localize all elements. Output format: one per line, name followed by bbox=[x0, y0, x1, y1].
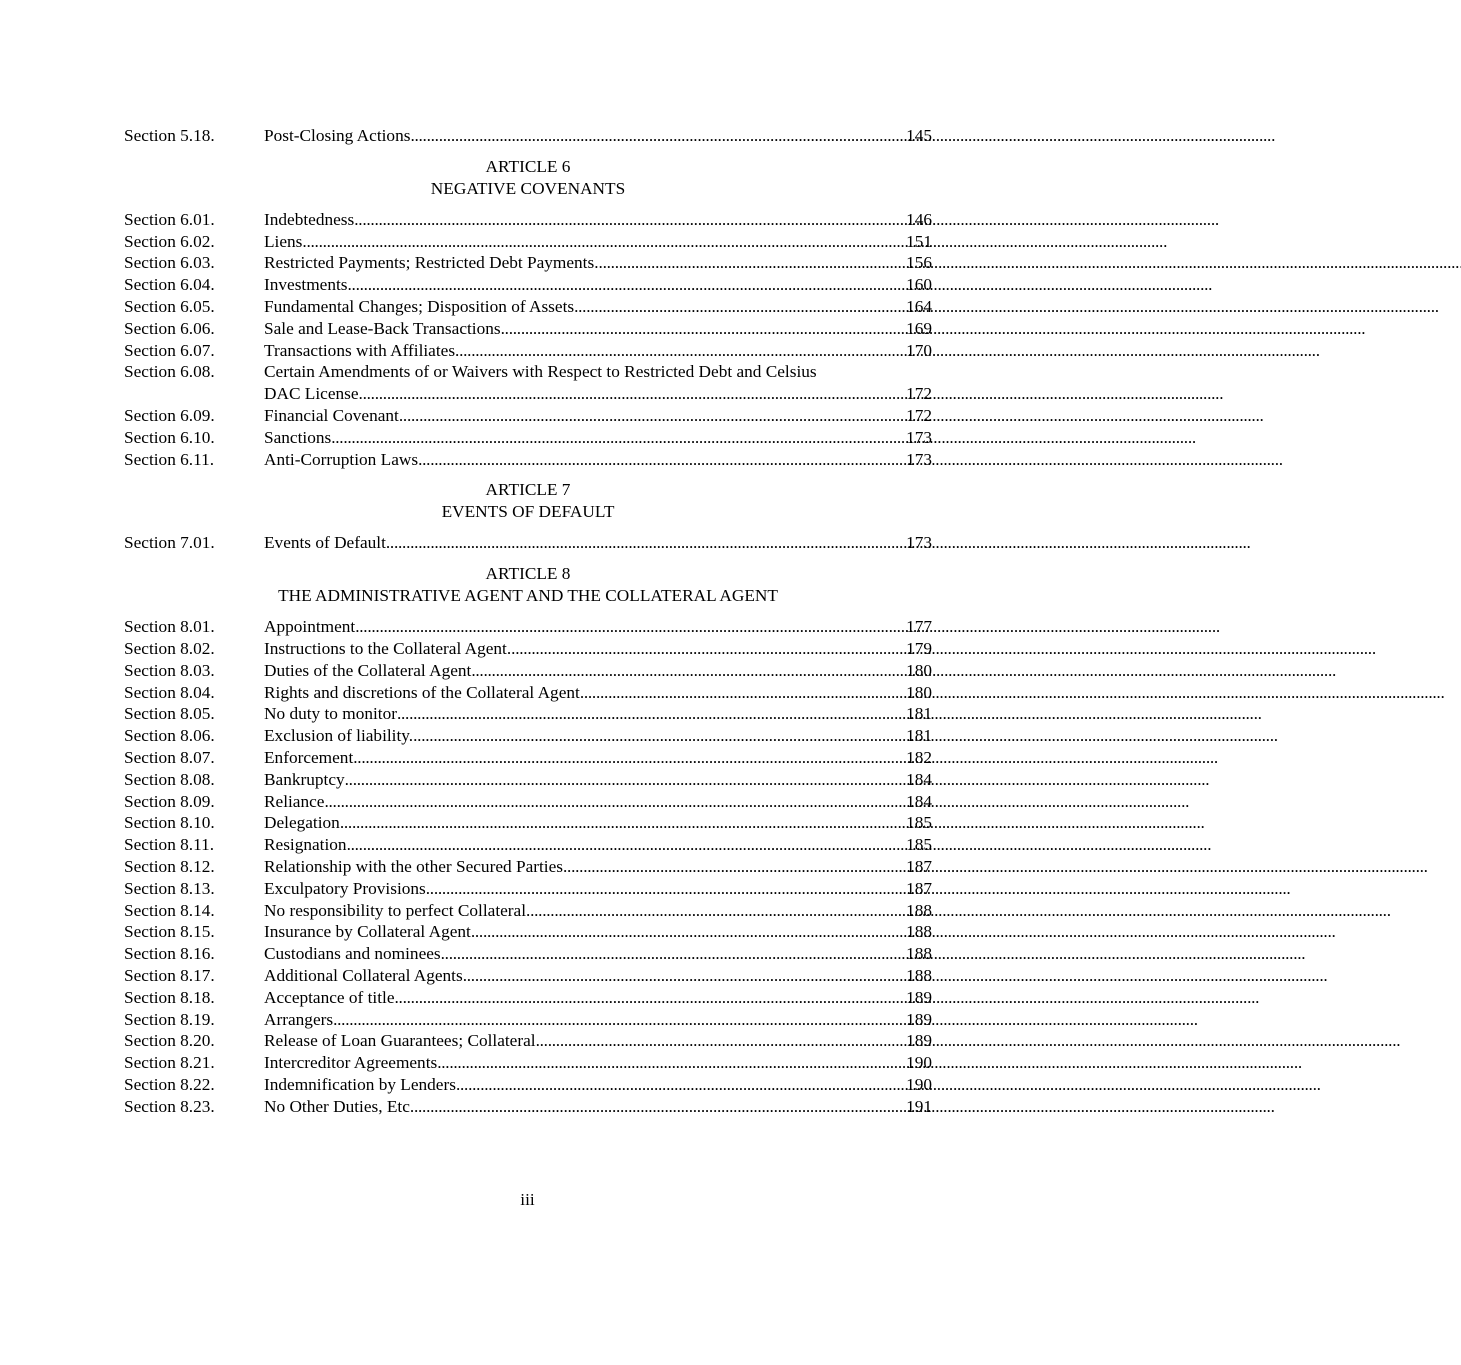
page-number: 189 bbox=[906, 1031, 932, 1051]
page-number: 169 bbox=[906, 318, 932, 338]
section-title: Anti-Corruption Laws bbox=[264, 449, 419, 469]
dot-leader bbox=[455, 340, 904, 362]
dot-leader bbox=[324, 791, 904, 813]
article-subheading: NEGATIVE COVENANTS bbox=[430, 178, 626, 198]
page-number: 146 bbox=[906, 209, 932, 229]
section-number: Section 8.09. bbox=[124, 791, 215, 811]
section-number: Section 6.09. bbox=[124, 405, 215, 425]
page-number: 151 bbox=[906, 231, 932, 251]
section-number: Section 6.08. bbox=[124, 362, 215, 382]
dot-leader bbox=[399, 405, 904, 427]
section-number: Section 8.14. bbox=[124, 900, 215, 920]
dot-leader bbox=[302, 231, 904, 253]
section-title: Intercreditor Agreements bbox=[264, 1053, 438, 1073]
section-title: Indebtedness bbox=[264, 209, 355, 229]
page-number: 187 bbox=[906, 856, 932, 876]
toc-entry[interactable] bbox=[124, 769, 932, 791]
section-number: Section 6.05. bbox=[124, 296, 215, 316]
article-subheading: THE ADMINISTRATIVE AGENT AND THE COLLATERAL AGENT bbox=[278, 586, 778, 606]
toc-entry[interactable] bbox=[124, 638, 932, 660]
dot-leader bbox=[345, 769, 904, 791]
article-8-heading-block bbox=[124, 563, 932, 607]
article-heading: ARTICLE 6 bbox=[485, 156, 571, 176]
toc-entry[interactable] bbox=[124, 532, 932, 554]
page-number: 181 bbox=[906, 704, 932, 724]
section-number: Section 8.04. bbox=[124, 682, 215, 702]
page-number: 191 bbox=[906, 1096, 932, 1116]
toc-entry[interactable] bbox=[124, 682, 932, 704]
section-number: Section 8.11. bbox=[124, 835, 215, 855]
page-number: 173 bbox=[906, 533, 932, 553]
section-title: Resignation bbox=[264, 835, 347, 855]
section-title-line2: DAC License bbox=[264, 384, 359, 404]
toc-entry[interactable] bbox=[124, 296, 932, 318]
page-number: 184 bbox=[906, 791, 932, 811]
section-title: Enforcement bbox=[264, 747, 354, 767]
section-number: Section 6.06. bbox=[124, 318, 215, 338]
dot-leader bbox=[426, 878, 904, 900]
section-number: Section 6.02. bbox=[124, 231, 215, 251]
dot-leader bbox=[333, 1009, 904, 1031]
page-number: 190 bbox=[906, 1053, 932, 1073]
section-title: Exclusion of liability. bbox=[264, 726, 414, 746]
article-7-heading-block bbox=[124, 479, 932, 523]
section-number: Section 6.07. bbox=[124, 340, 215, 360]
page-number: 160 bbox=[906, 275, 932, 295]
toc-entry[interactable] bbox=[124, 449, 932, 471]
page-number: 185 bbox=[906, 835, 932, 855]
section-number: Section 8.23. bbox=[124, 1096, 215, 1116]
toc-entry[interactable] bbox=[124, 747, 932, 769]
page-number: 156 bbox=[906, 253, 932, 273]
toc-entry[interactable] bbox=[124, 660, 932, 682]
toc-entry[interactable] bbox=[124, 125, 932, 147]
section-number: Section 5.18. bbox=[124, 126, 215, 145]
dot-leader bbox=[536, 1030, 904, 1052]
section-title: Financial Covenant bbox=[264, 405, 399, 425]
section-title: Insurance by Collateral Agent bbox=[264, 922, 471, 942]
section-number: Section 8.15. bbox=[124, 922, 215, 942]
section-number: Section 8.01. bbox=[124, 617, 215, 637]
toc-entry[interactable] bbox=[124, 965, 932, 987]
toc-entry[interactable] bbox=[124, 725, 932, 747]
section-title: Exculpatory Provisions bbox=[264, 878, 426, 898]
section-number: Section 7.01. bbox=[124, 533, 215, 553]
toc-entry[interactable] bbox=[124, 252, 932, 274]
dot-leader bbox=[413, 725, 904, 747]
dot-leader bbox=[463, 965, 904, 987]
dot-leader bbox=[331, 427, 904, 449]
dot-leader bbox=[418, 449, 904, 471]
page-number: 173 bbox=[906, 427, 932, 447]
section-number: Section 6.11. bbox=[124, 449, 215, 469]
dot-leader bbox=[397, 703, 904, 725]
section-number: Section 8.22. bbox=[124, 1074, 215, 1094]
page-number: 172 bbox=[906, 405, 932, 425]
toc-entry[interactable] bbox=[124, 703, 932, 725]
page-number: 181 bbox=[906, 726, 932, 746]
section-title: Reliance bbox=[264, 791, 325, 811]
section-number: Section 8.20. bbox=[124, 1031, 215, 1051]
section-title: Duties of the Collateral Agent bbox=[264, 660, 472, 680]
section-title: Investments bbox=[264, 275, 348, 295]
section-number: Section 8.13. bbox=[124, 878, 215, 898]
toc-entry[interactable] bbox=[124, 231, 932, 253]
page-number: 179 bbox=[906, 638, 932, 658]
page-number: 184 bbox=[906, 769, 932, 789]
section-title: Sanctions bbox=[264, 427, 332, 447]
toc-entry[interactable] bbox=[124, 987, 932, 1009]
section-title: No responsibility to perfect Collateral bbox=[264, 900, 527, 920]
toc-entry[interactable] bbox=[124, 878, 932, 900]
section-number: Section 6.03. bbox=[124, 253, 215, 273]
toc-group-article5 bbox=[124, 125, 932, 147]
toc-group-article6-cont bbox=[124, 405, 932, 470]
dot-leader bbox=[441, 943, 904, 965]
toc-entry[interactable] bbox=[124, 209, 932, 231]
toc-entry[interactable] bbox=[124, 1052, 932, 1074]
page-number: 164 bbox=[906, 296, 932, 316]
toc-entry-section-6-08[interactable] bbox=[124, 361, 932, 383]
page-number: 182 bbox=[906, 747, 932, 767]
toc-entry[interactable] bbox=[124, 791, 932, 813]
article-6-heading-block bbox=[124, 156, 932, 200]
dot-leader bbox=[348, 274, 905, 296]
section-title: No duty to monitor bbox=[264, 704, 397, 724]
toc-entry[interactable] bbox=[124, 834, 932, 856]
page-number: 188 bbox=[906, 922, 932, 942]
section-title: Post-Closing Actions bbox=[264, 126, 411, 145]
dot-leader bbox=[511, 638, 904, 660]
toc-entry[interactable] bbox=[124, 274, 932, 296]
page-footer-number: iii bbox=[520, 1190, 535, 1209]
section-number: Section 8.07. bbox=[124, 747, 215, 767]
section-title: Relationship with the other Secured Parties bbox=[264, 856, 563, 876]
article-subheading: EVENTS OF DEFAULT bbox=[441, 502, 615, 522]
section-title: Fundamental Changes; Disposition of Assets bbox=[264, 296, 575, 316]
page-number: 188 bbox=[906, 944, 932, 964]
page-number: 187 bbox=[906, 878, 932, 898]
page-number: 189 bbox=[906, 987, 932, 1007]
toc-entry[interactable] bbox=[124, 900, 932, 922]
toc-entry[interactable] bbox=[124, 318, 932, 340]
section-title-line1: Certain Amendments of or Waivers with Respect to Restricted Debt and Celsius bbox=[264, 362, 817, 382]
dot-leader bbox=[501, 318, 904, 340]
section-title: Appointment bbox=[264, 617, 356, 637]
page-number: 173 bbox=[906, 449, 932, 469]
section-title: Acceptance of title bbox=[264, 987, 395, 1007]
toc-entry[interactable] bbox=[124, 856, 932, 878]
dot-leader bbox=[353, 747, 904, 769]
section-number: Section 8.16. bbox=[124, 944, 215, 964]
section-number: Section 8.19. bbox=[124, 1009, 215, 1029]
page-number: 172 bbox=[906, 384, 932, 404]
table-of-contents bbox=[124, 125, 932, 1117]
section-title: Liens bbox=[264, 231, 303, 251]
section-title: Custodians and nominees bbox=[264, 944, 441, 964]
toc-entry[interactable] bbox=[124, 1030, 932, 1052]
dot-leader bbox=[359, 383, 905, 405]
toc-entry[interactable] bbox=[124, 616, 932, 638]
section-title: Transactions with Affiliates bbox=[264, 340, 456, 360]
toc-entry[interactable] bbox=[124, 405, 932, 427]
section-number: Section 8.03. bbox=[124, 660, 215, 680]
page-number: 177 bbox=[906, 617, 932, 637]
toc-entry[interactable] bbox=[124, 1074, 932, 1096]
section-number: Section 8.06. bbox=[124, 726, 215, 746]
page-number: 180 bbox=[906, 682, 932, 702]
section-title: Arrangers bbox=[264, 1009, 334, 1029]
dot-leader bbox=[580, 682, 904, 704]
section-title: Instructions to the Collateral Agent. bbox=[264, 638, 512, 658]
page-number: 185 bbox=[906, 813, 932, 833]
dot-leader bbox=[574, 296, 904, 318]
section-title: Bankruptcy bbox=[264, 769, 345, 789]
toc-group-article6 bbox=[124, 209, 932, 362]
section-title: Delegation bbox=[264, 813, 340, 833]
dot-leader bbox=[526, 900, 904, 922]
section-number: Section 8.18. bbox=[124, 987, 215, 1007]
toc-entry[interactable] bbox=[124, 427, 932, 449]
page-number: 170 bbox=[906, 340, 932, 360]
toc-group-article7 bbox=[124, 532, 932, 554]
dot-leader bbox=[347, 834, 905, 856]
article-heading: ARTICLE 8 bbox=[485, 564, 571, 584]
section-number: Section 8.10. bbox=[124, 813, 215, 833]
page-number: 190 bbox=[906, 1074, 932, 1094]
section-number: Section 8.17. bbox=[124, 965, 215, 985]
section-number: Section 6.01. bbox=[124, 209, 215, 229]
section-title: Rights and discretions of the Collateral Agent bbox=[264, 682, 580, 702]
section-title: Events of Default bbox=[264, 533, 386, 553]
page-number: 180 bbox=[906, 660, 932, 680]
dot-leader bbox=[471, 921, 904, 943]
dot-leader bbox=[395, 987, 905, 1009]
section-title: No Other Duties, Etc bbox=[264, 1096, 410, 1116]
dot-leader bbox=[355, 616, 904, 638]
section-number: Section 6.10. bbox=[124, 427, 215, 447]
page-number: 188 bbox=[906, 965, 932, 985]
dot-leader bbox=[456, 1074, 904, 1096]
dot-leader bbox=[437, 1052, 904, 1074]
section-number: Section 8.02. bbox=[124, 638, 215, 658]
toc-entry[interactable] bbox=[124, 943, 932, 965]
dot-leader bbox=[563, 856, 904, 878]
section-title: Additional Collateral Agents bbox=[264, 965, 463, 985]
page-number: 145 bbox=[906, 126, 932, 145]
section-title: Release of Loan Guarantees; Collateral bbox=[264, 1031, 536, 1051]
section-title: Sale and Lease-Back Transactions bbox=[264, 318, 501, 338]
article-heading: ARTICLE 7 bbox=[485, 480, 571, 500]
section-number: Section 8.05. bbox=[124, 704, 215, 724]
section-number: Section 8.21. bbox=[124, 1053, 215, 1073]
dot-leader bbox=[386, 532, 904, 554]
dot-leader bbox=[354, 209, 904, 231]
section-title: Restricted Payments; Restricted Debt Payments. bbox=[264, 253, 599, 273]
section-title: Indemnification by Lenders bbox=[264, 1074, 456, 1094]
toc-group-article8 bbox=[124, 616, 932, 1117]
toc-entry[interactable] bbox=[124, 1009, 932, 1031]
dot-leader bbox=[410, 1096, 904, 1118]
page-number: 188 bbox=[906, 900, 932, 920]
toc-entry[interactable] bbox=[124, 1096, 932, 1118]
section-number: Section 8.08. bbox=[124, 769, 215, 789]
dot-leader bbox=[471, 660, 904, 682]
page-number: 189 bbox=[906, 1009, 932, 1029]
dot-leader bbox=[410, 125, 904, 147]
toc-entry[interactable] bbox=[124, 921, 932, 943]
section-number: Section 8.12. bbox=[124, 856, 215, 876]
dot-leader bbox=[599, 252, 905, 274]
section-number: Section 6.04. bbox=[124, 275, 215, 295]
toc-entry-section-6-08-continuation[interactable] bbox=[124, 383, 932, 405]
toc-entry[interactable] bbox=[124, 812, 932, 834]
toc-entry[interactable] bbox=[124, 340, 932, 362]
dot-leader bbox=[340, 812, 904, 834]
